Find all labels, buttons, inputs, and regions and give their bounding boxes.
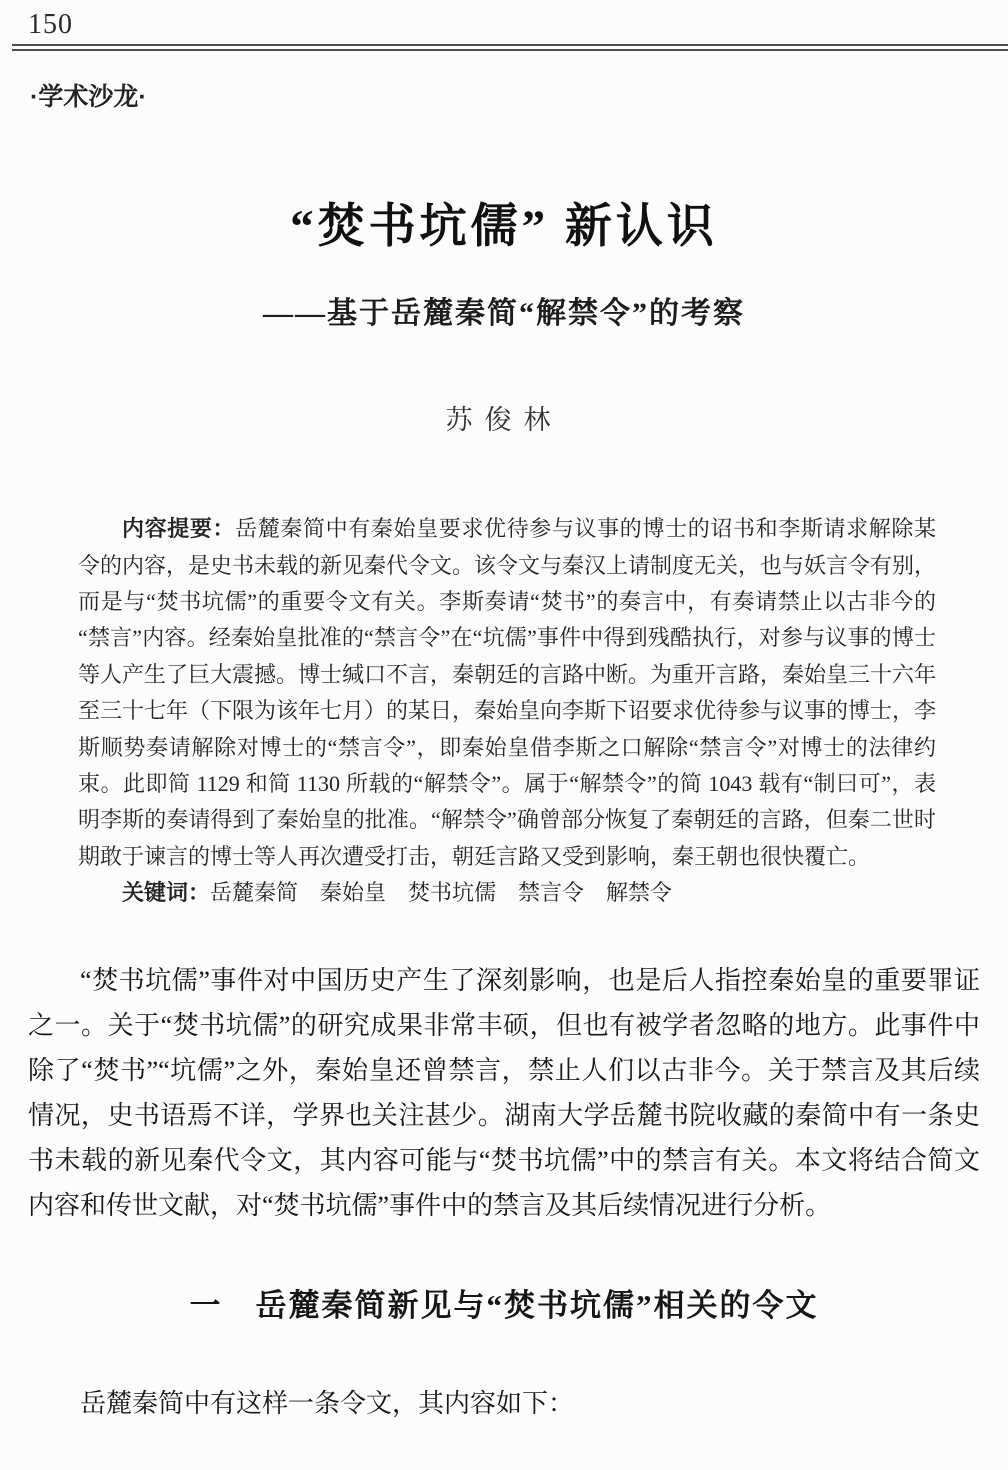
keywords-line (78, 875, 936, 911)
intro-paragraph: 岳麓秦简中有这样一条令文，其内容如下： (80, 1388, 575, 1418)
column-section-label: ·学术沙龙· (30, 83, 147, 111)
author-name: 苏俊林 (445, 405, 563, 436)
header-double-rule (12, 44, 1008, 51)
body-paragraph: “焚书坑儒”事件对中国历史产生了深刻影响，也是后人指控秦始皇的重要罪证之一。关于“焚书坑儒”的研究成果非常丰硕，但也有被学者忽略的地方。此事件中除了“焚书”“坑儒”之外，秦始皇还曾禁言，禁止人们以古非今。关于禁言及其后续情况，史书语焉不详，学界也关注甚少。湖南大学岳麓书院收藏的秦简中有一条史书未载的新见秦代令文，其内容可能与“焚书坑儒”中的禁言有关。本文将结合简文内容和传世文献，对“焚书坑儒”事件中的禁言及其后续情况进行分析。 (28, 965, 980, 1220)
abstract-paragraph (78, 511, 936, 875)
abstract-text: 岳麓秦简中有秦始皇要求优待参与议事的博士的诏书和李斯请求解除某令的内容，是史书未载的新见秦代令文。该令文与秦汉上请制度无关，也与妖言令有别，而是与“焚书坑儒”的重要令文有关。李斯奏请“焚书”的奏言中，有奏请禁止以古非今的“禁言”内容。经秦始皇批准的“禁言令”在“坑儒”事件中得到残酷执行，对参与议事的博士等人产生了巨大震撼。博士缄口不言，秦朝廷的言路中断。为重开言路，秦始皇三十六年至三十七年（下限为该年七月）的某日，秦始皇向李斯下诏要求优待参与议事的博士，李斯顺势奏请解除对博士的“禁言令”，即秦始皇借李斯之口解除“禁言令”对博士的法律约束。此即简 1129 和简 1130 所载的“解禁令”。属于“解禁令”的简 1043 载有“制曰可”，表明李斯的奏请得到了秦始皇的批准。“解禁令”确曾部分恢复了秦朝廷的言路，但秦二世时期敢于谏言的博士等人再次遭受打击，朝廷言路又受到影响，秦王朝也很快覆亡。 (78, 516, 937, 869)
page-number: 150 (28, 9, 73, 40)
keywords-text: 岳麓秦简 秦始皇 焚书坑儒 禁言令 解禁令 (210, 880, 673, 906)
running-head (0, 0, 1008, 44)
abstract-label: 内容提要： (122, 516, 236, 542)
article-subtitle: ——基于岳麓秦简“解禁令”的考察 (263, 297, 745, 331)
keywords-label: 关键词： (122, 880, 211, 906)
abstract-block (78, 511, 936, 911)
section-heading: 一 岳麓秦简新见与“焚书坑儒”相关的令文 (189, 1287, 819, 1323)
article-title: “焚书坑儒” 新认识 (290, 201, 718, 253)
